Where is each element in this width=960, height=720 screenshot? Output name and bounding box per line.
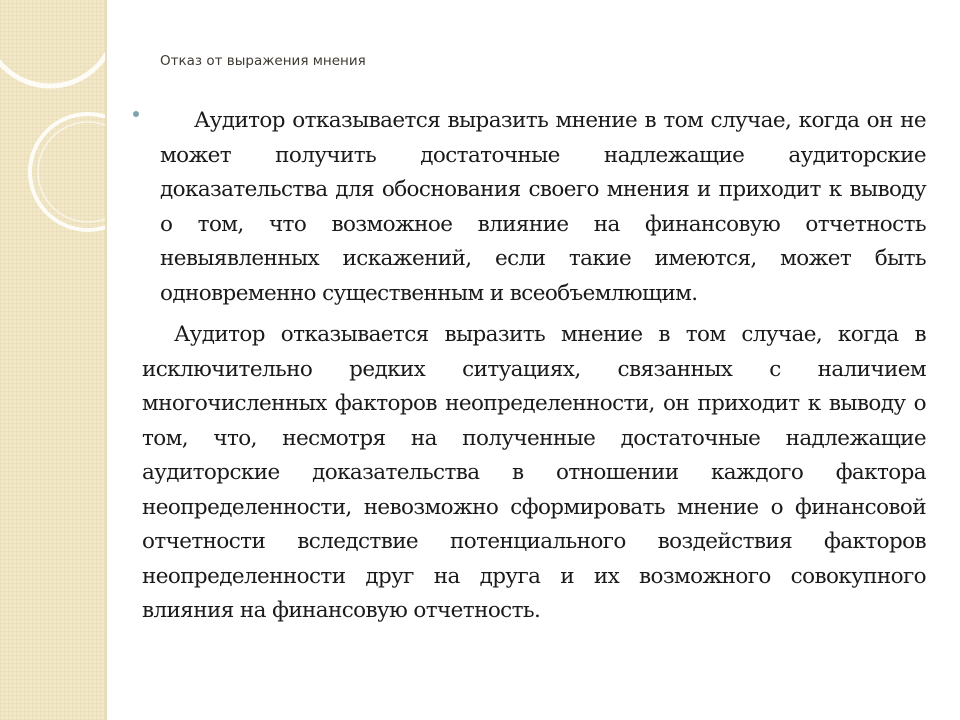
bullet-dot-icon: [133, 111, 139, 117]
paragraph-2: Аудитор отказывается выразить мнение в том случае, когда в исключительно редких ситуациях, связанных с наличием многочисленных факторов неопределенности, он приходит к выводу о том, что, несмотря на полученные достаточные надлежащие аудиторские доказательства в отношении каждого фактора неопределенности, невозможно сформировать мнение о финансовой отчетности вследствие потенциального воздействия факторов неопределенности друг на друга и их возможного совокупного влияния на финансовую отчетность.: [142, 322, 926, 623]
ring-ornament-icon: [0, 0, 105, 720]
slide-title: Отказ от выражения мнения: [160, 53, 366, 69]
paragraph-1: Аудитор отказывается выразить мнение в том случае, когда он не может получить достаточные надлежащие аудиторские доказательства для обоснования своего мнения и приходит к выводу о том, что возможное влияние на финансовую отчетность невыявленных искажений, если такие имеются, может быть одновременно существенным и всеобъемлющим.: [160, 108, 926, 306]
side-strip-border: [105, 0, 107, 720]
decorative-side-strip: [0, 0, 105, 720]
